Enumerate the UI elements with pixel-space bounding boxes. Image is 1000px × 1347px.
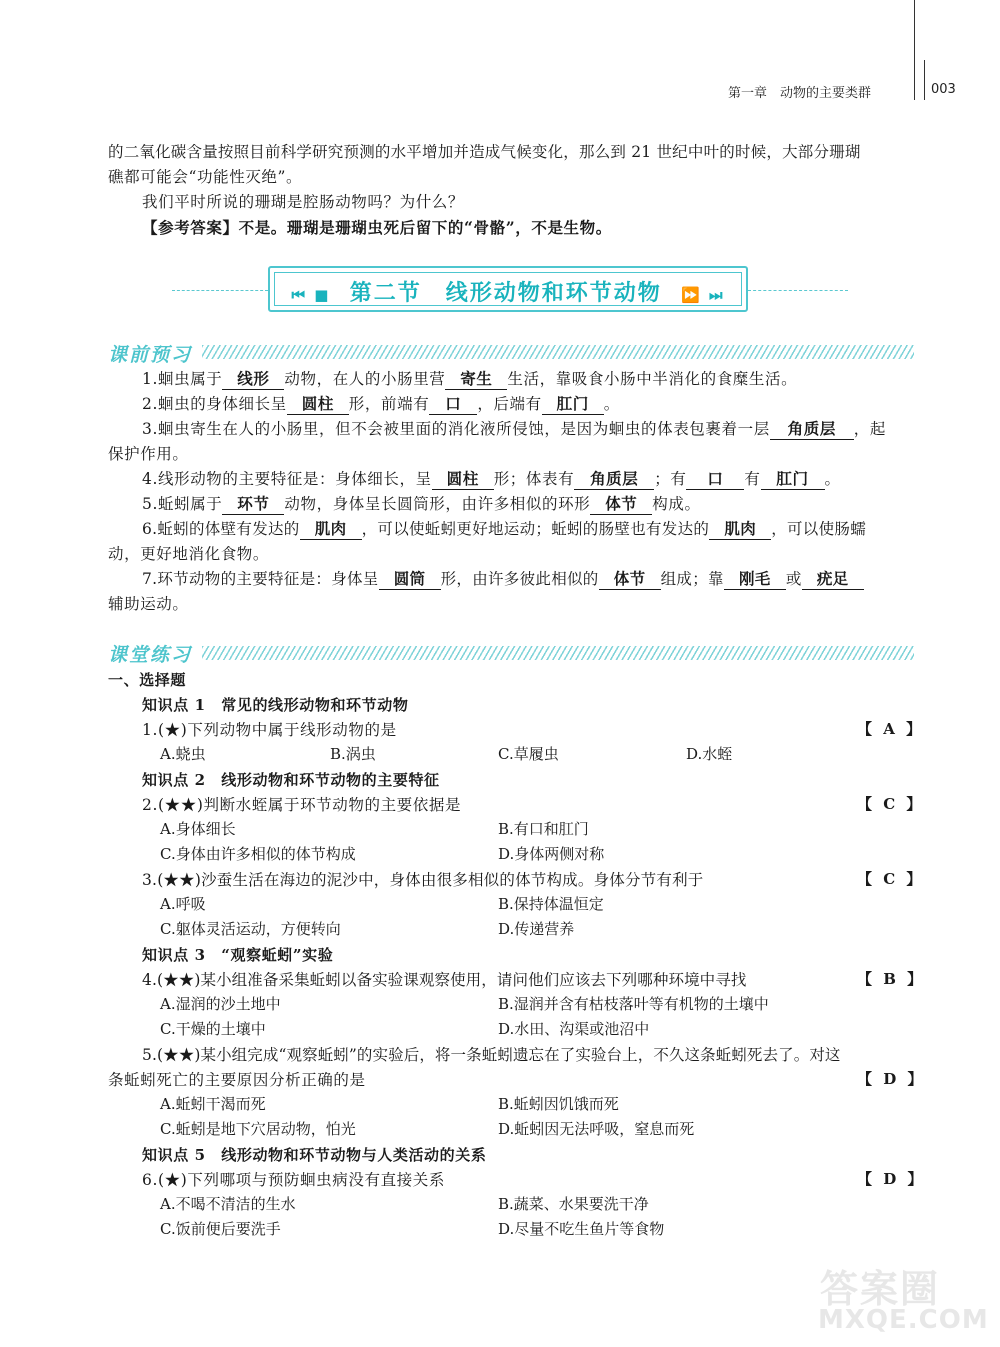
preview-q5: 5.蚯蚓属于 环节 动物，身体呈长圆筒形，由许多相似的环形 体节 构成。 [142,494,701,513]
intro-question: 我们平时所说的珊瑚是腔肠动物吗？为什么？ [142,193,465,211]
q1-option-b: B.涡虫 [330,745,376,763]
q6-option-d: D.尽量不吃生鱼片等食物 [498,1220,665,1238]
preview-q1: 1.蛔虫属于 线形 动物，在人的小肠里营 寄生 生活，靠吸食小肠中半消化的食糜生活。 [142,369,798,388]
blank: 角质层 [574,469,654,490]
blank: 口 [686,469,744,490]
preview-q2: 2.蛔虫的身体细长呈 圆柱 形，前端有 口 ，后端有 肛门 。 [142,394,620,413]
question-4-answer: 【 B 】 [857,970,926,988]
answer-text: 不是。珊瑚是珊瑚虫死后留下的“骨骼”，不是生物。 [238,218,612,237]
blank: 肛门 [542,394,604,415]
q6-option-c: C.饭前便后要洗手 [160,1220,281,1238]
part-title: 一、选择题 [108,671,187,689]
blank: 圆柱 [287,394,349,415]
question-2-stem: 2.(★★)判断水蛭属于环节动物的主要依据是 [142,796,462,814]
banner-left-arrows-icon: ⏮ ■ [291,286,331,304]
preview-q3-cont: 保护作用。 [108,445,189,463]
section-title-row [270,276,746,307]
blank: 刚毛 [724,569,786,590]
blank: 圆筒 [379,569,441,590]
q3-option-b: B.保持体温恒定 [498,895,604,913]
q6-option-b: B.蔬菜、水果要洗干净 [498,1195,649,1213]
q3-option-a: A.呼吸 [160,895,206,913]
knowledge-point-3: 知识点 3 “观察蚯蚓”实验 [142,946,334,964]
q6-option-a: A.不喝不清洁的生水 [160,1195,296,1213]
q4-option-c: C.干燥的土壤中 [160,1020,266,1038]
preview-band-hatch [202,345,914,359]
q5-option-a: A.蚯蚓干渴而死 [160,1095,266,1113]
q5-option-c: C.蚯蚓是地下穴居动物，怕光 [160,1120,356,1138]
q2-option-d: D.身体两侧对称 [498,845,605,863]
q2-option-c: C.身体由许多相似的体节构成 [160,845,356,863]
q4-option-d: D.水田、沟渠或池沼中 [498,1020,650,1038]
practice-label: 课堂练习 [108,644,193,666]
knowledge-point-5: 知识点 5 线形动物和环节动物与人类活动的关系 [142,1146,487,1164]
blank: 口 [429,394,477,415]
q4-option-a: A.湿润的沙土地中 [160,995,281,1013]
intro-line-2: 礁都可能会“功能性灭绝”。 [108,168,303,186]
section-deco-left [172,290,268,291]
intro-line-1: 的二氧化碳含量按照目前科学研究预测的水平增加并造成气候变化，那么到 21 世纪中叶的时候，大部分珊瑚 [108,143,861,161]
question-5-stem-cont: 条蚯蚓死亡的主要原因分析正确的是 [108,1071,366,1089]
q2-option-b: B.有口和肛门 [498,820,589,838]
question-1-stem: 1.(★)下列动物中属于线形动物的是 [142,721,397,739]
question-6-stem: 6.(★)下列哪项与预防蛔虫病没有直接关系 [142,1171,445,1189]
q3-option-d: D.传递营养 [498,920,575,938]
preview-q4: 4.线形动物的主要特征是：身体细长，呈 圆柱 形；体表有 角质层 ；有 口 有 肛门 。 [142,469,841,488]
question-4-stem: 4.(★★)某小组准备采集蚯蚓以备实验课观察使用，请问他们应该去下列哪种环境中寻找 [142,971,747,989]
preview-q6: 6.蚯蚓的体壁有发达的 肌肉 ，可以使蚯蚓更好地运动；蚯蚓的肠壁也有发达的 肌肉 ，可以使肠蠕 [142,519,867,538]
preview-label: 课前预习 [108,344,193,366]
q1-option-a: A.蛲虫 [160,745,206,763]
header-divider-short [924,60,925,100]
section-banner [268,266,748,312]
q4-option-b: B.湿润并含有枯枝落叶等有机物的土壤中 [498,995,769,1013]
blank: 肛门 [761,469,825,490]
blank: 体节 [599,569,661,590]
blank: 肌肉 [300,519,362,540]
header-divider-long [914,0,915,100]
question-5-stem: 5.(★★)某小组完成“观察蚯蚓”的实验后，将一条蚯蚓遗忘在了实验台上，不久这条蚯蚓死去了。对这 [142,1046,841,1064]
practice-band-hatch [202,646,914,660]
blank: 角质层 [770,419,854,440]
section-title: 第二节 线形动物和环节动物 [349,280,662,306]
blank: 线形 [222,369,284,390]
watermark-url: MXQE.COM [818,1305,989,1335]
question-5-answer: 【 D 】 [857,1070,926,1088]
blank: 寄生 [445,369,507,390]
watermark-logo: 答案圈 [820,1267,941,1311]
banner-right-arrows-icon: ⏩ ⏭ [681,286,725,304]
blank: 疣足 [802,569,864,590]
blank: 环节 [222,494,284,515]
page-number: 003 [931,82,956,97]
q2-option-a: A.身体细长 [160,820,236,838]
answer-label: 【参考答案】 [142,218,239,237]
knowledge-point-2: 知识点 2 线形动物和环节动物的主要特征 [142,771,440,789]
preview-q3: 3.蛔虫寄生在人的小肠里，但不会被里面的消化液所侵蚀，是因为蛔虫的体表包裹着一层 角质层 ，起 [142,419,886,438]
q1-option-c: C.草履虫 [498,745,559,763]
preview-q7-cont: 辅助运动。 [108,595,189,613]
question-1-answer: 【 A 】 [857,720,925,738]
preview-q6-cont: 动，更好地消化食物。 [108,545,270,563]
question-3-answer: 【 C 】 [857,870,925,888]
q5-option-b: B.蚯蚓因饥饿而死 [498,1095,619,1113]
reference-answer [142,215,612,241]
question-2-answer: 【 C 】 [857,795,925,813]
knowledge-point-1: 知识点 1 常见的线形动物和环节动物 [142,696,409,714]
blank: 圆柱 [432,469,494,490]
question-3-stem: 3.(★★)沙蚕生活在海边的泥沙中，身体由很多相似的体节构成。身体分节有利于 [142,871,704,889]
q1-option-d: D.水蛭 [686,745,733,763]
blank: 肌肉 [709,519,771,540]
blank: 体节 [590,494,652,515]
q3-option-c: C.躯体灵活运动，方便转向 [160,920,341,938]
preview-q7: 7.环节动物的主要特征是：身体呈 圆筒 形，由许多彼此相似的 体节 组成；靠 刚毛 或 疣足 [142,567,864,592]
chapter-title: 第一章 动物的主要类群 [728,86,872,101]
section-deco-right [748,290,848,291]
question-6-answer: 【 D 】 [857,1170,926,1188]
q5-option-d: D.蚯蚓因无法呼吸，窒息而死 [498,1120,695,1138]
